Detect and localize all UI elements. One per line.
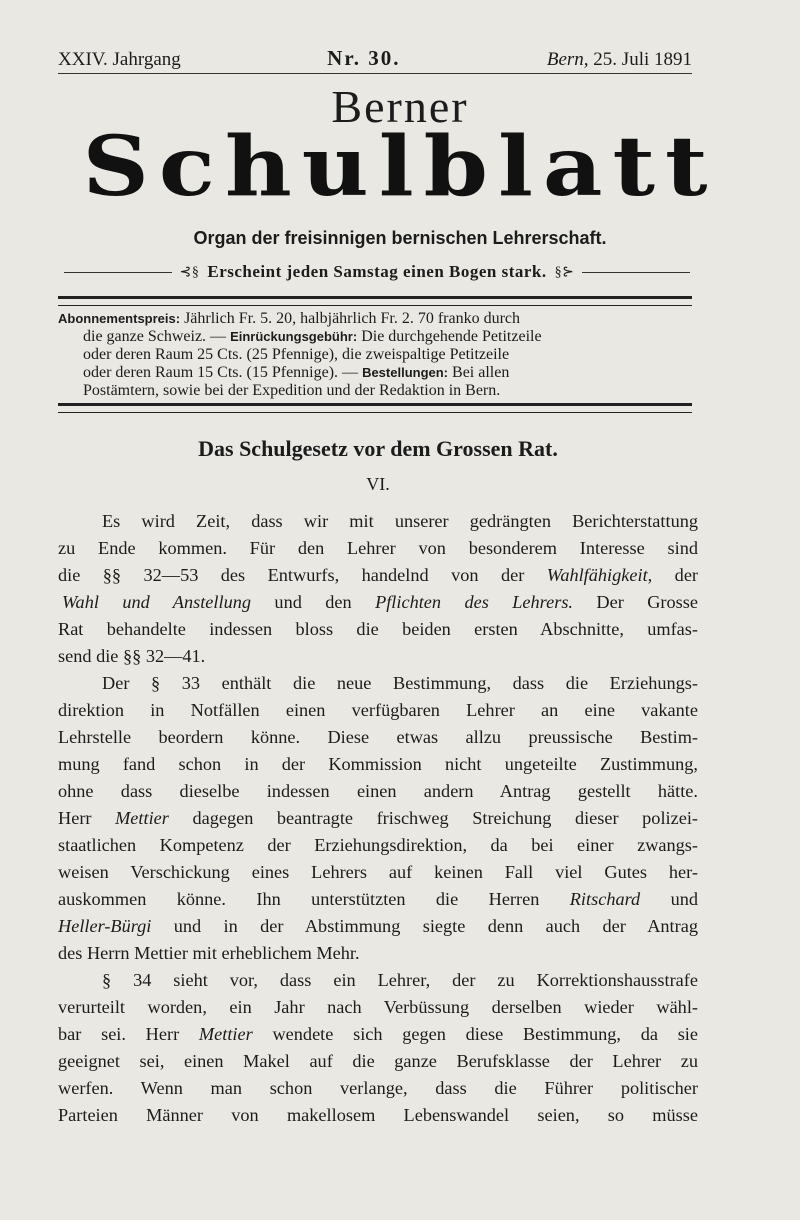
subscription-text: Die durchgehende Petitzeile — [361, 328, 542, 345]
ornament-left-icon: ⊰§ — [179, 264, 200, 280]
double-rule-bottom — [58, 403, 692, 413]
insertion-fee-label: Einrückungsgebühr: — [230, 329, 358, 344]
text-span: und den — [274, 592, 352, 612]
text-line: verurteilt worden, ein Jahr nach Verbüssung derselben wieder wähl- — [58, 997, 698, 1017]
emphasis: Mettier — [115, 808, 169, 828]
volume-label: XXIV. Jahrgang — [58, 49, 181, 70]
text-span: wendete sich gegen diese Bestimmung, da sie — [272, 1024, 698, 1044]
text-line: staatlichen Kompetenz der Erziehungsdirektion, da bei einer zwangs- — [58, 835, 698, 855]
text-line — [58, 805, 698, 832]
subscription-line — [58, 328, 692, 346]
article-title: Das Schulgesetz vor dem Grossen Rat. — [198, 436, 558, 461]
header-rule — [58, 73, 692, 74]
text-line: Der § 33 enthält die neue Bestimmung, dass die Erziehungs- — [102, 673, 698, 693]
subscription-line: Postämtern, sowie bei der Expedition und der Redaktion in Bern. — [83, 382, 501, 399]
text-span: bar sei. Herr — [58, 1024, 180, 1044]
subscription-label: Abonnementspreis: — [58, 311, 181, 326]
text-span: die §§ 32—53 des Entwurfs, handelnd von der — [58, 565, 525, 585]
masthead-line1: Berner — [331, 81, 469, 132]
subscription-line — [58, 310, 692, 328]
emphasis: Wahlfähigkeit, — [546, 565, 653, 585]
text-line: werfen. Wenn man schon verlange, dass die Führer politischer — [58, 1078, 698, 1098]
text-span: auskommen könne. Ihn unterstützten die Herren — [58, 889, 540, 909]
text-span: der — [674, 565, 699, 585]
subscription-text: Bei allen — [452, 364, 510, 381]
text-line: § 34 sieht vor, dass ein Lehrer, der zu Korrektionshausstrafe — [102, 970, 698, 990]
emphasis: Pflichten des Lehrers. — [375, 592, 574, 612]
double-rule-top — [58, 296, 692, 306]
text-line — [58, 1021, 698, 1048]
text-span: dagegen beantragte frischweg Streichung dieser polizei- — [192, 808, 698, 828]
emphasis: Wahl und Anstellung — [62, 592, 252, 612]
ornament-right-icon: §⊱ — [554, 264, 575, 280]
frequency-text: Erscheint jeden Samstag einen Bogen stark. — [207, 262, 547, 281]
masthead-title: Schulblatt — [82, 117, 718, 215]
subscription-line: oder deren Raum 25 Cts. (25 Pfennige), die zweispaltige Petitzeile — [83, 346, 510, 363]
text-span: und in der Abstimmung siegte denn auch der Antrag — [173, 916, 698, 936]
text-line: geeignet sei, einen Makel auf die ganze Berufsklasse der Lehrer zu — [58, 1051, 698, 1071]
text-line: mung fand schon in der Kommission nicht ungeteilte Zustimmung, — [58, 754, 698, 774]
place-date — [547, 49, 692, 71]
text-line: des Herrn Mettier mit erheblichem Mehr. — [58, 943, 360, 963]
text-line: weisen Verschickung eines Lehrers auf keinen Fall viel Gutes her- — [58, 862, 698, 882]
date: 25. Juli 1891 — [593, 49, 692, 70]
text-line: direktion in Notfällen einen verfügbaren Lehrer an eine vakante — [58, 700, 698, 720]
frequency-line — [64, 262, 690, 282]
masthead-subtitle: Organ der freisinnigen bernischen Lehrerschaft. — [193, 228, 607, 248]
text-line — [58, 562, 698, 589]
text-span: Herr — [58, 808, 92, 828]
text-line: Es wird Zeit, dass wir mit unserer gedrängten Berichterstattung — [102, 511, 698, 531]
text-line: send die §§ 32—41. — [58, 646, 206, 666]
emphasis: Ritschard — [569, 889, 641, 909]
ornament-rule-right — [582, 272, 690, 273]
place: Bern, — [546, 49, 589, 70]
text-line: Rat behandelte indessen bloss die beiden ersten Abschnitte, umfas- — [58, 619, 698, 639]
ornament-rule-left — [64, 272, 172, 273]
text-line: Parteien Männer von makellosem Lebenswandel seien, so müsse — [58, 1105, 698, 1125]
header-line — [58, 46, 692, 71]
text-line — [58, 589, 698, 616]
subscription-text: die ganze Schweiz. — — [83, 328, 227, 345]
article-body — [58, 508, 698, 1129]
text-span: Der Grosse — [596, 592, 699, 612]
text-line: zu Ende kommen. Für den Lehrer von besonderem Interesse sind — [58, 538, 698, 558]
emphasis: Heller-Bürgi — [58, 916, 152, 936]
issue-number: Nr. 30. — [327, 46, 401, 70]
text-span: und — [670, 889, 698, 909]
text-line: ohne dass dieselbe indessen einen andern Antrag gestellt hätte. — [58, 781, 698, 801]
article-number: VI. — [366, 474, 390, 494]
text-line: Lehrstelle beordern könne. Diese etwas allzu preussische Bestim- — [58, 727, 698, 747]
subscription-info — [58, 310, 692, 400]
subscription-text: Jährlich Fr. 5. 20, halbjährlich Fr. 2. 70 franko durch — [184, 310, 521, 327]
text-line — [58, 913, 698, 940]
text-line — [58, 886, 698, 913]
emphasis: Mettier — [198, 1024, 253, 1044]
subscription-text: oder deren Raum 15 Cts. (15 Pfennige). — — [83, 364, 359, 381]
orders-label: Bestellungen: — [362, 365, 449, 380]
subscription-line — [58, 364, 692, 382]
